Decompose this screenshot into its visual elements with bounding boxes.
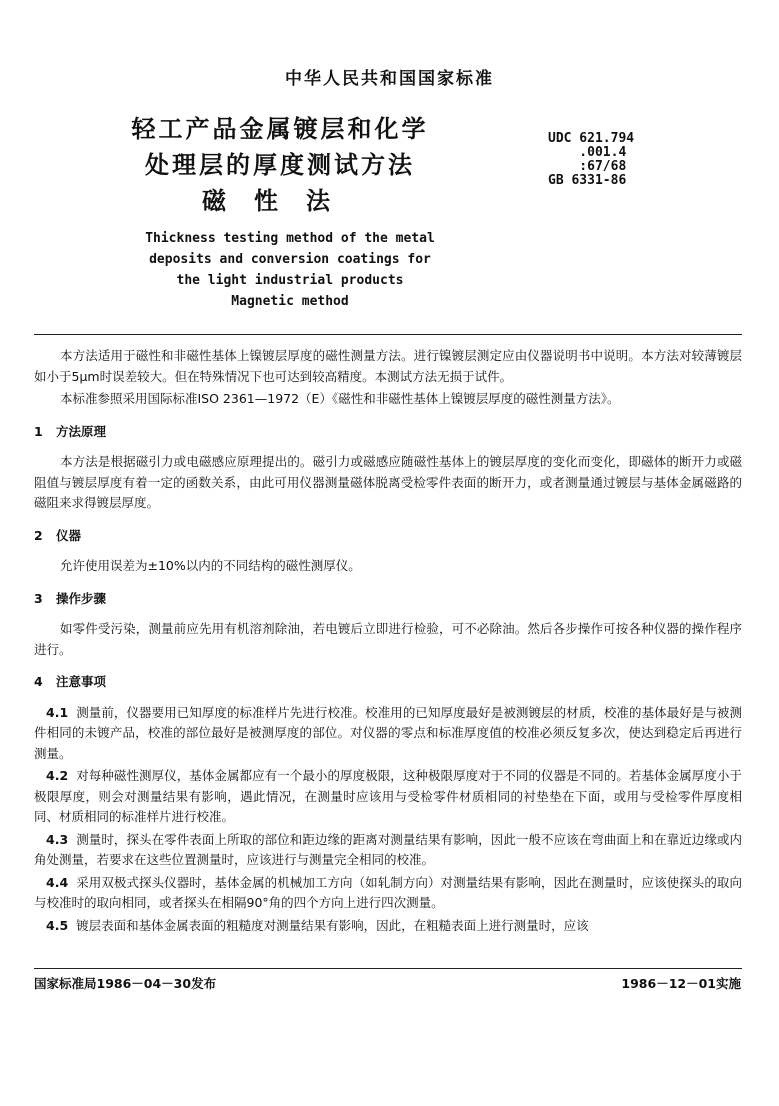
title-cn-line2: 处理层的厚度测试方法 <box>145 151 415 179</box>
section-text-3: 如零件受污染，测量前应先用有机溶剂除油，若电镀后立即进行检验，可不必除油。然后各步操作可按各种仪器的操作程序进行。 <box>34 621 742 657</box>
document-body <box>34 346 742 938</box>
title-en-line3: the light industrial products <box>176 273 404 288</box>
udc-line1: UDC 621.794 <box>548 131 635 146</box>
udc-line3: :67/68 <box>548 159 627 174</box>
title-en <box>100 228 480 312</box>
title-en-line1: Thickness testing method of the metal <box>145 231 435 246</box>
note-4-4: 4.4 采用双极式探头仪器时，基体金属的机械加工方向（如轧制方向）对测量结果有影响，因此在测量时，应该使探头的取向与校准时的取向相同，或者探头在相隔90°角的四个方向上进行四次测量。 <box>34 874 742 910</box>
section-text-2: 允许使用误差为±10%以内的不同结构的磁性测厚仪。 <box>60 558 361 573</box>
title-cn-line1: 轻工产品金属镀层和化学 <box>131 115 429 143</box>
udc-line2: .001.4 <box>548 145 627 160</box>
udc-classification <box>548 132 634 188</box>
note-4-5: 4.5 镀层表面和基体金属表面的粗糙度对测量结果有影响，因此，在粗糙表面上进行测量时，应该 <box>46 917 589 933</box>
note-4-2: 4.2 对每种磁性测厚仪，基体金属都应有一个最小的厚度极限，这种极限厚度对于不同的仪器是不同的。若基体金属厚度小于极限厚度，则会对测量结果有影响，遇此情况，在测量时应该用与受检零件材质相同的衬垫垫在下面，或用与受检零件厚度相同、材质相同的标准样片进行校准。 <box>34 768 742 824</box>
intro-paragraph-1: 本方法适用于磁性和非磁性基体上镍镀层厚度的磁性测量方法。进行镍镀层测定应由仪器说明书中说明。本方法对较薄镀层如小于5μm时误差较大。但在特殊情况下也可达到较高精度。本测试方法无损于试件。 <box>34 348 742 384</box>
effective-date: 1986－12－01实施 <box>621 976 741 991</box>
note-4-3: 4.3 测量时，探头在零件表面上所取的部位和距边缘的距离对测量结果有影响，因此一般不应该在弯曲面上和在靠近边缘或内角处测量，若要求在这些位置测量时，应该进行与测量完全相同的校准。 <box>34 831 742 867</box>
title-cn-line3: 磁性法 <box>202 187 358 215</box>
section-heading-2: 2 仪器 <box>34 527 82 543</box>
intro-paragraph-2: 本标准参照采用国际标准ISO 2361—1972（E）《磁性和非磁性基体上镍镀层厚度的磁性测量方法》。 <box>60 391 620 406</box>
section-text-1: 本方法是根据磁引力或电磁感应原理提出的。磁引力或磁感应随磁性基体上的镀层厚度的变化而变化，即磁体的断开力或磁阻值与镀层厚度有着一定的函数关系，由此可用仪器测量磁体脱离受检零件表面的断开力，或者测量通过镀层与基体金属磁路的磁阻来求得镀层厚度。 <box>34 454 742 510</box>
note-4-1: 4.1 测量前，仪器要用已知厚度的标准样片先进行校准。校准用的已知厚度最好是被测镀层的材质，校准的基体最好是与被测件相同的未镀产品，校准的部位最好是被测厚度的部位。对仪器的零点和标准厚度值的校准必须反复多次，使达到稳定后再进行测量。 <box>34 704 742 761</box>
title-en-line4: Magnetic method <box>231 294 349 309</box>
issue-date: 国家标准局1986－04－30发布 <box>34 976 217 991</box>
standard-label: 中华人民共和国国家标准 <box>285 69 494 89</box>
gb-number: GB 6331-86 <box>548 173 627 188</box>
top-divider <box>34 334 742 335</box>
title-en-line2: deposits and conversion coatings for <box>149 252 431 267</box>
section-heading-1: 1 方法原理 <box>34 423 107 439</box>
section-heading-3: 3 操作步骤 <box>34 590 107 606</box>
section-heading-4: 4 注意事项 <box>34 674 107 689</box>
bottom-divider <box>34 968 742 969</box>
